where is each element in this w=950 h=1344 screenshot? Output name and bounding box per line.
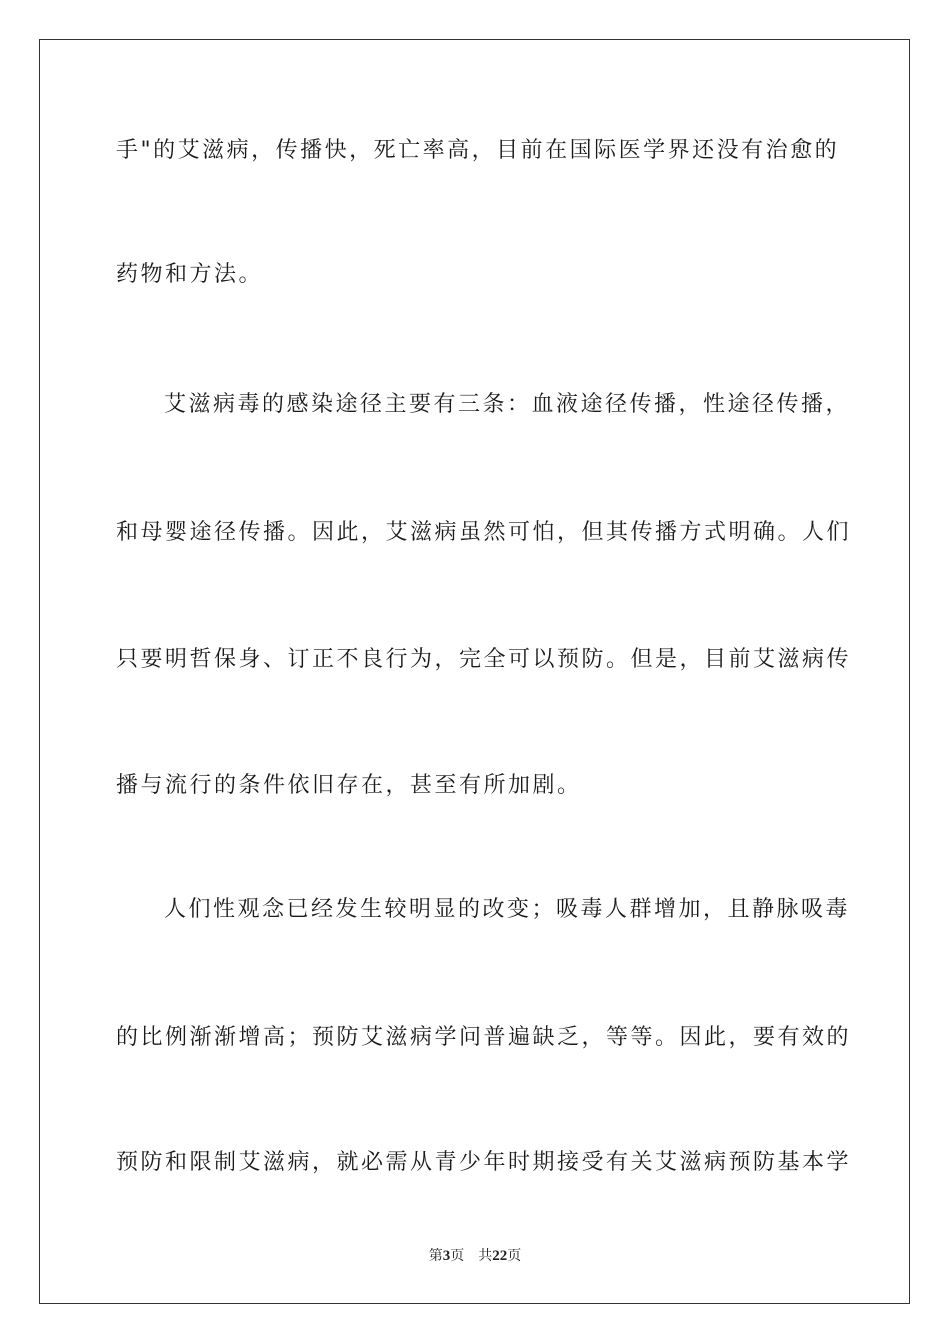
text-line-2: 药物和方法。	[116, 262, 264, 287]
paragraph-3-line-2: 的比例渐渐增高；预防艾滋病学问普遍缺乏，等等。因此，要有效的	[116, 1025, 852, 1050]
paragraph-3-line-3: 预防和限制艾滋病，就必需从青少年时期接受有关艾滋病预防基本学	[116, 1150, 852, 1175]
paragraph-2-line-3: 只要明哲保身、订正不良行为，完全可以预防。但是，目前艾滋病传	[116, 647, 852, 672]
footer-page-suffix: 页	[450, 1248, 465, 1264]
footer-page-number: 3	[442, 1248, 451, 1264]
paragraph-2-line-2: 和母婴途径传播。因此，艾滋病虽然可怕，但其传播方式明确。人们	[116, 520, 852, 545]
paragraph-2-line-4: 播与流行的条件依旧存在，甚至有所加剧。	[116, 773, 582, 798]
footer-total-pages: 22	[492, 1248, 508, 1264]
footer-total-prefix: 共	[478, 1248, 493, 1264]
footer-total-suffix: 页	[507, 1248, 522, 1264]
page-footer	[0, 1247, 950, 1265]
footer-page-prefix: 第	[428, 1248, 443, 1264]
paragraph-3-line-1: 人们性观念已经发生较明显的改变；吸毒人群增加，且静脉吸毒	[164, 897, 851, 922]
paragraph-2-line-1: 艾滋病毒的感染途径主要有三条：血液途径传播，性途径传播，	[164, 392, 851, 417]
text-line-1: 手"的艾滋病，传播快，死亡率高，目前在国际医学界还没有治愈的	[116, 138, 840, 163]
